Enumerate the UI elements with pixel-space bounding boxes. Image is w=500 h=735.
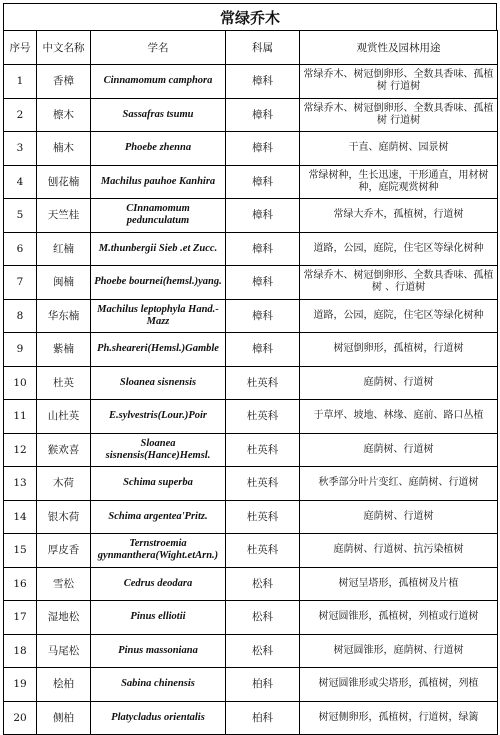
cell-use: 道路，公园，庭院，住宅区等绿化树种 <box>300 232 498 266</box>
cell-cn-name: 湿地松 <box>37 601 91 635</box>
cell-sci-name: Machilus leptophyla Hand.-Mazz <box>91 299 226 333</box>
cell-family: 杜英科 <box>226 500 300 534</box>
header-row <box>4 31 498 65</box>
cell-family: 杜英科 <box>226 400 300 434</box>
table-row <box>4 366 498 400</box>
cell-no: 3 <box>4 132 37 166</box>
cell-no: 6 <box>4 232 37 266</box>
cell-sci-name: Phoebe bournei(hemsl.)yang. <box>91 266 226 300</box>
cell-family: 松科 <box>226 567 300 601</box>
cell-cn-name: 紫楠 <box>37 333 91 367</box>
table-row <box>4 601 498 635</box>
table-row <box>4 567 498 601</box>
table-row <box>4 299 498 333</box>
cell-no: 7 <box>4 266 37 300</box>
cell-family: 杜英科 <box>226 467 300 501</box>
cell-no: 11 <box>4 400 37 434</box>
cell-no: 4 <box>4 165 37 199</box>
cell-use: 常绿乔木、树冠倒卵形、全数具香味、孤植树 行道树 <box>300 65 498 99</box>
cell-sci-name: Pinus massoniana <box>91 634 226 668</box>
cell-family: 柏科 <box>226 701 300 735</box>
table-row <box>4 165 498 199</box>
table-row <box>4 467 498 501</box>
cell-no: 2 <box>4 98 37 132</box>
cell-no: 17 <box>4 601 37 635</box>
cell-family: 樟科 <box>226 98 300 132</box>
cell-sci-name: Schima argentea'Pritz. <box>91 500 226 534</box>
cell-no: 1 <box>4 65 37 99</box>
cell-no: 12 <box>4 433 37 467</box>
cell-use: 树冠侧卵形，孤植树，行道树，绿篱 <box>300 701 498 735</box>
cell-family: 柏科 <box>226 668 300 702</box>
cell-sci-name: Ph.sheareri(Hemsl.)Gamble <box>91 333 226 367</box>
cell-no: 18 <box>4 634 37 668</box>
cell-sci-name: Ternstroemia gynmanthera(Wight.etArn.) <box>91 534 226 568</box>
table-row <box>4 266 498 300</box>
cell-family: 松科 <box>226 634 300 668</box>
cell-no: 8 <box>4 299 37 333</box>
cell-use: 树冠呈塔形，孤植树及片植 <box>300 567 498 601</box>
table-row <box>4 400 498 434</box>
table-row <box>4 634 498 668</box>
cell-use: 常绿树种，生长迅速，干形通直，用材树种，庭院观赏树种 <box>300 165 498 199</box>
cell-use: 树冠倒卵形，孤植树，行道树 <box>300 333 498 367</box>
cell-cn-name: 刨花楠 <box>37 165 91 199</box>
cell-family: 樟科 <box>226 232 300 266</box>
table-row <box>4 232 498 266</box>
cell-cn-name: 华东楠 <box>37 299 91 333</box>
cell-no: 20 <box>4 701 37 735</box>
cell-no: 13 <box>4 467 37 501</box>
table-row <box>4 333 498 367</box>
cell-family: 杜英科 <box>226 433 300 467</box>
cell-use: 庭荫树、行道树 <box>300 500 498 534</box>
cell-no: 10 <box>4 366 37 400</box>
cell-family: 杜英科 <box>226 534 300 568</box>
table-row <box>4 98 498 132</box>
cell-family: 樟科 <box>226 199 300 233</box>
cell-no: 16 <box>4 567 37 601</box>
cell-sci-name: CInnamomum pedunculatum <box>91 199 226 233</box>
cell-use: 道路，公园，庭院，住宅区等绿化树种 <box>300 299 498 333</box>
cell-sci-name: Phoebe zhenna <box>91 132 226 166</box>
cell-sci-name: Sabina chinensis <box>91 668 226 702</box>
page-title: 常绿乔木 <box>3 3 497 31</box>
cell-family: 樟科 <box>226 333 300 367</box>
cell-cn-name: 山杜英 <box>37 400 91 434</box>
cell-sci-name: Schima superba <box>91 467 226 501</box>
cell-no: 15 <box>4 534 37 568</box>
cell-cn-name: 厚皮香 <box>37 534 91 568</box>
cell-family: 樟科 <box>226 132 300 166</box>
table-row <box>4 534 498 568</box>
cell-sci-name: Machilus pauhoe Kanhira <box>91 165 226 199</box>
header-use: 观赏性及园林用途 <box>300 31 498 65</box>
table-row <box>4 65 498 99</box>
header-no: 序号 <box>4 31 37 65</box>
cell-sci-name: M.thunbergii Sieb .et Zucc. <box>91 232 226 266</box>
cell-sci-name: Platycladus orientalis <box>91 701 226 735</box>
table-row <box>4 199 498 233</box>
cell-use: 于草坪、坡地、林缘、庭前、路口丛植 <box>300 400 498 434</box>
cell-sci-name: Cedrus deodara <box>91 567 226 601</box>
cell-use: 常绿乔木、树冠倒卵形、全数具香味、孤植树 行道树 <box>300 98 498 132</box>
cell-cn-name: 银木荷 <box>37 500 91 534</box>
cell-use: 树冠圆锥形，庭荫树、行道树 <box>300 634 498 668</box>
cell-sci-name: Sloanea sisnensis <box>91 366 226 400</box>
plant-table <box>3 30 498 735</box>
cell-use: 常绿乔木、树冠倒卵形、全数具香味、孤植树 、行道树 <box>300 266 498 300</box>
cell-cn-name: 桧柏 <box>37 668 91 702</box>
cell-use: 干直、庭荫树、园景树 <box>300 132 498 166</box>
cell-sci-name: Sloanea sisnensis(Hance)Hemsl. <box>91 433 226 467</box>
cell-use: 秋季部分叶片变红、庭荫树、行道树 <box>300 467 498 501</box>
cell-family: 樟科 <box>226 266 300 300</box>
header-sci-name: 学名 <box>91 31 226 65</box>
cell-no: 5 <box>4 199 37 233</box>
table-body <box>4 65 498 735</box>
header-cn-name: 中文名称 <box>37 31 91 65</box>
cell-use: 庭荫树、行道树、抗污染植树 <box>300 534 498 568</box>
cell-cn-name: 马尾松 <box>37 634 91 668</box>
cell-sci-name: Sassafras tsumu <box>91 98 226 132</box>
table-row <box>4 500 498 534</box>
cell-sci-name: E.sylvestris(Lour.)Poir <box>91 400 226 434</box>
cell-cn-name: 杜英 <box>37 366 91 400</box>
cell-use: 庭荫树、行道树 <box>300 433 498 467</box>
cell-family: 松科 <box>226 601 300 635</box>
cell-cn-name: 木荷 <box>37 467 91 501</box>
header-family: 科属 <box>226 31 300 65</box>
table-row <box>4 668 498 702</box>
cell-cn-name: 闽楠 <box>37 266 91 300</box>
cell-cn-name: 香樟 <box>37 65 91 99</box>
cell-use: 树冠圆锥形或尖塔形，孤植树，列植 <box>300 668 498 702</box>
cell-family: 樟科 <box>226 65 300 99</box>
cell-cn-name: 猴欢喜 <box>37 433 91 467</box>
table-row <box>4 433 498 467</box>
cell-use: 庭荫树、行道树 <box>300 366 498 400</box>
table-row <box>4 132 498 166</box>
cell-cn-name: 楠木 <box>37 132 91 166</box>
cell-family: 樟科 <box>226 165 300 199</box>
cell-cn-name: 檫木 <box>37 98 91 132</box>
cell-sci-name: Cinnamomum camphora <box>91 65 226 99</box>
cell-cn-name: 红楠 <box>37 232 91 266</box>
cell-use: 树冠圆锥形，孤植树，列植或行道树 <box>300 601 498 635</box>
cell-cn-name: 天竺桂 <box>37 199 91 233</box>
cell-sci-name: Pinus elliotii <box>91 601 226 635</box>
cell-family: 樟科 <box>226 299 300 333</box>
cell-cn-name: 侧柏 <box>37 701 91 735</box>
cell-no: 19 <box>4 668 37 702</box>
cell-no: 9 <box>4 333 37 367</box>
table-row <box>4 701 498 735</box>
cell-cn-name: 雪松 <box>37 567 91 601</box>
cell-use: 常绿大乔木，孤植树，行道树 <box>300 199 498 233</box>
cell-family: 杜英科 <box>226 366 300 400</box>
cell-no: 14 <box>4 500 37 534</box>
